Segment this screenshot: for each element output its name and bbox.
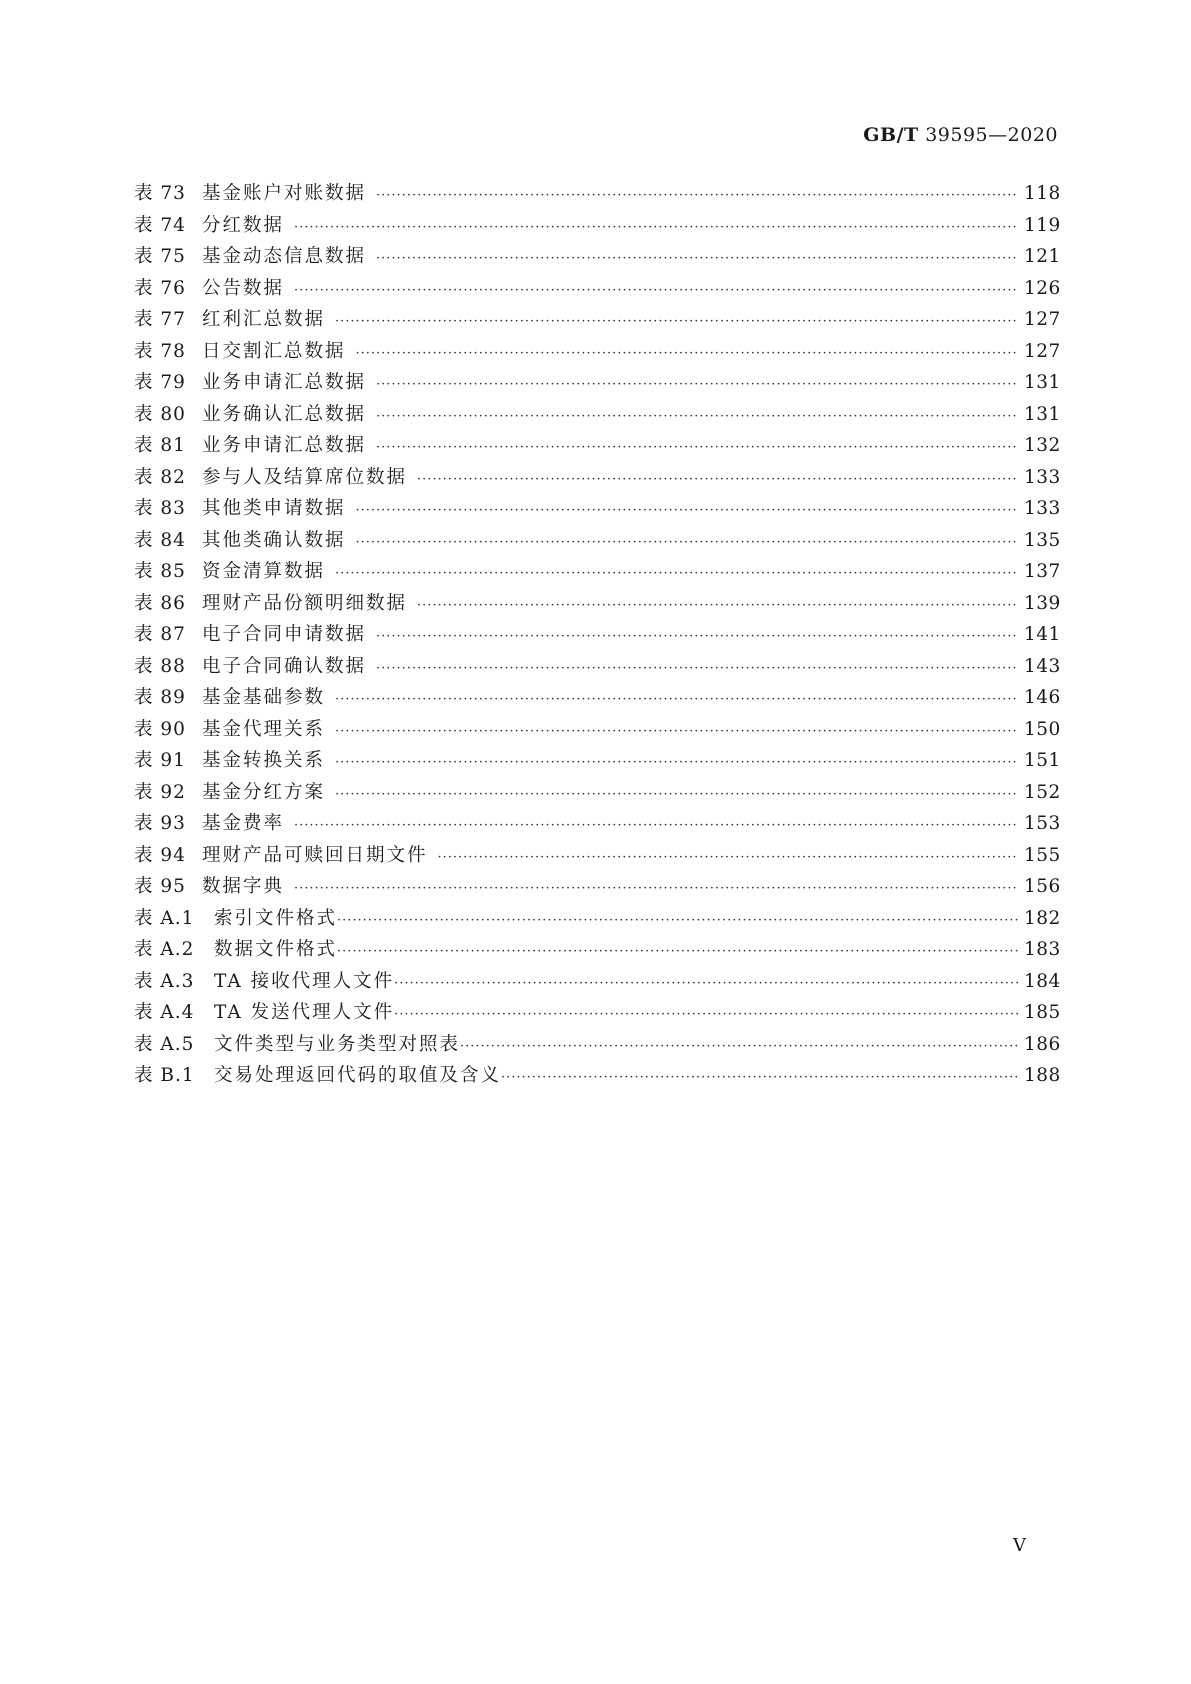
toc-entry[interactable] [134, 998, 1061, 1030]
toc-entry-label: 表 95 [134, 876, 186, 897]
toc-entry-label: 表 86 [134, 592, 186, 614]
toc-entry-page: 131 [1024, 403, 1061, 425]
toc-dot-leader [376, 188, 1018, 203]
toc-entry-title: 基金基础参数 [202, 687, 326, 708]
standard-code-number: 39595—2020 [925, 124, 1058, 146]
standard-code [863, 124, 1058, 146]
toc-entry[interactable] [134, 305, 1061, 337]
toc-entry-label: 表 92 [134, 781, 186, 803]
toc-dot-leader [335, 787, 1018, 802]
toc-entry[interactable] [134, 557, 1061, 589]
toc-dot-leader [460, 1039, 1018, 1054]
toc-dot-leader [376, 377, 1018, 392]
toc-entry-page: 188 [1024, 1065, 1061, 1086]
toc-entry-label: 表 B.1 [134, 1065, 195, 1086]
toc-entry-page: 137 [1024, 561, 1061, 582]
toc-entry-title: 基金动态信息数据 [202, 246, 367, 267]
toc-entry[interactable] [134, 683, 1061, 715]
toc-dot-leader [335, 566, 1018, 581]
toc-entry-page: 118 [1024, 183, 1061, 204]
toc-entry-label: 表 94 [134, 844, 186, 866]
toc-entry-page: 151 [1024, 750, 1061, 771]
toc-dot-leader [356, 503, 1018, 518]
toc-entry-title: 电子合同申请数据 [202, 624, 367, 645]
toc-entry-page: 143 [1024, 655, 1061, 677]
toc-entry-title: 索引文件格式 [214, 907, 338, 929]
toc-entry-title: 基金账户对账数据 [202, 183, 367, 204]
toc-dot-leader [294, 881, 1018, 896]
toc-entry-title: 基金代理关系 [202, 718, 326, 740]
toc-entry-title: 业务申请汇总数据 [202, 435, 367, 456]
toc-entry-title: 其他类确认数据 [202, 529, 346, 551]
toc-entry-label: 表 A.2 [134, 939, 195, 960]
toc-entry-label: 表 93 [134, 813, 186, 834]
toc-entry-title: 基金分红方案 [202, 781, 326, 803]
toc-entry-title: 其他类申请数据 [202, 498, 346, 519]
toc-entry-page: 132 [1024, 435, 1061, 456]
toc-entry-label: 表 73 [134, 183, 186, 204]
toc-entry[interactable] [134, 872, 1061, 904]
toc-dot-leader [294, 220, 1018, 235]
toc-entry-label: 表 88 [134, 655, 186, 677]
toc-entry-title: TA 接收代理人文件 [214, 970, 395, 992]
toc-dot-leader [335, 314, 1018, 329]
toc-entry[interactable] [134, 841, 1061, 873]
toc-entry-label: 表 A.1 [134, 907, 195, 929]
toc-entry-label: 表 90 [134, 718, 186, 740]
toc-entry[interactable] [134, 242, 1061, 274]
toc-entry-title: 业务确认汇总数据 [202, 403, 367, 425]
toc-entry-label: 表 78 [134, 340, 186, 362]
toc-entry[interactable] [134, 589, 1061, 621]
toc-entry[interactable] [134, 746, 1061, 778]
toc-dot-leader [337, 944, 1018, 959]
toc-dot-leader [376, 629, 1018, 644]
toc-entry[interactable] [134, 935, 1061, 967]
toc-entry-label: 表 A.3 [134, 970, 195, 992]
toc-entry[interactable] [134, 400, 1061, 432]
toc-entry-page: 133 [1024, 498, 1061, 519]
toc-entry-title: 参与人及结算席位数据 [202, 466, 408, 488]
toc-entry-title: 红利汇总数据 [202, 309, 326, 330]
toc-entry-label: 表 87 [134, 624, 186, 645]
toc-dot-leader [376, 661, 1018, 676]
toc-entry-title: 数据字典 [202, 876, 285, 897]
toc-entry-label: 表 91 [134, 750, 186, 771]
toc-entry-label: 表 A.5 [134, 1033, 195, 1055]
toc-entry-label: 表 84 [134, 529, 186, 551]
toc-entry[interactable] [134, 526, 1061, 558]
toc-entry-page: 186 [1024, 1033, 1061, 1055]
toc-entry[interactable] [134, 620, 1061, 652]
toc-entry-title: 基金费率 [202, 813, 285, 834]
toc-dot-leader [394, 976, 1018, 991]
toc-entry-title: 业务申请汇总数据 [202, 372, 367, 393]
toc-entry[interactable] [134, 778, 1061, 810]
toc-entry[interactable] [134, 809, 1061, 841]
toc-entry-label: 表 82 [134, 466, 186, 488]
toc-entry-title: 文件类型与业务类型对照表 [214, 1033, 461, 1055]
toc-entry-page: 185 [1024, 1002, 1061, 1023]
toc-dot-leader [356, 346, 1018, 361]
toc-entry[interactable] [134, 715, 1061, 747]
table-of-contents [134, 179, 1061, 1093]
toc-entry-page: 139 [1024, 592, 1061, 614]
toc-dot-leader [376, 409, 1018, 424]
toc-entry[interactable] [134, 652, 1061, 684]
page-number: V [1013, 1535, 1026, 1556]
toc-entry-label: 表 81 [134, 435, 186, 456]
toc-entry[interactable] [134, 904, 1061, 936]
toc-entry-page: 155 [1024, 844, 1061, 866]
toc-entry-label: 表 74 [134, 214, 186, 236]
toc-entry-page: 133 [1024, 466, 1061, 488]
toc-dot-leader [417, 598, 1018, 613]
toc-entry-page: 131 [1024, 372, 1061, 393]
toc-entry[interactable] [134, 274, 1061, 306]
toc-entry-page: 121 [1024, 246, 1061, 267]
toc-dot-leader [335, 724, 1018, 739]
toc-entry-label: 表 83 [134, 498, 186, 519]
toc-dot-leader [376, 440, 1018, 455]
toc-entry-label: 表 89 [134, 687, 186, 708]
toc-entry[interactable] [134, 211, 1061, 243]
toc-entry[interactable] [134, 1030, 1061, 1062]
toc-dot-leader [335, 755, 1018, 770]
toc-entry-page: 146 [1024, 687, 1061, 708]
toc-entry-page: 141 [1024, 624, 1061, 645]
toc-entry-label: 表 77 [134, 309, 186, 330]
toc-entry-title: TA 发送代理人文件 [214, 1002, 395, 1023]
toc-entry[interactable] [134, 1061, 1061, 1093]
toc-entry-page: 126 [1024, 277, 1061, 299]
toc-entry-title: 公告数据 [202, 277, 285, 299]
toc-entry-page: 127 [1024, 309, 1061, 330]
toc-entry-title: 资金清算数据 [202, 561, 326, 582]
toc-entry[interactable] [134, 463, 1061, 495]
toc-entry-label: 表 80 [134, 403, 186, 425]
toc-entry-title: 理财产品份额明细数据 [202, 592, 408, 614]
toc-entry[interactable] [134, 368, 1061, 400]
toc-entry-title: 分红数据 [202, 214, 285, 236]
toc-entry-page: 182 [1024, 907, 1061, 929]
toc-dot-leader [501, 1070, 1018, 1085]
toc-entry[interactable] [134, 431, 1061, 463]
toc-entry-label: 表 75 [134, 246, 186, 267]
toc-entry-page: 135 [1024, 529, 1061, 551]
toc-entry-page: 127 [1024, 340, 1061, 362]
toc-entry-label: 表 76 [134, 277, 186, 299]
standard-code-prefix: GB/T [863, 124, 919, 146]
toc-dot-leader [356, 535, 1018, 550]
toc-dot-leader [376, 251, 1018, 266]
toc-entry[interactable] [134, 179, 1061, 211]
toc-entry-page: 152 [1024, 781, 1061, 803]
toc-dot-leader [417, 472, 1018, 487]
toc-entry-title: 日交割汇总数据 [202, 340, 346, 362]
toc-entry-label: 表 85 [134, 561, 186, 582]
toc-dot-leader [294, 818, 1018, 833]
toc-entry-page: 183 [1024, 939, 1061, 960]
toc-dot-leader [335, 692, 1018, 707]
toc-dot-leader [294, 283, 1018, 298]
toc-dot-leader [438, 850, 1018, 865]
toc-entry-title: 基金转换关系 [202, 750, 326, 771]
toc-entry-label: 表 79 [134, 372, 186, 393]
toc-entry-page: 150 [1024, 718, 1061, 740]
toc-entry-page: 156 [1024, 876, 1061, 897]
toc-entry-label: 表 A.4 [134, 1002, 195, 1023]
toc-entry-title: 数据文件格式 [214, 939, 338, 960]
toc-entry-page: 153 [1024, 813, 1061, 834]
toc-dot-leader [394, 1007, 1018, 1022]
toc-entry[interactable] [134, 337, 1061, 369]
toc-entry[interactable] [134, 967, 1061, 999]
toc-entry-title: 交易处理返回代码的取值及含义 [214, 1065, 502, 1086]
toc-entry-page: 184 [1024, 970, 1061, 992]
toc-entry-title: 电子合同确认数据 [202, 655, 367, 677]
toc-entry-page: 119 [1024, 214, 1061, 236]
toc-dot-leader [337, 913, 1018, 928]
toc-entry-title: 理财产品可赎回日期文件 [202, 844, 428, 866]
toc-entry[interactable] [134, 494, 1061, 526]
